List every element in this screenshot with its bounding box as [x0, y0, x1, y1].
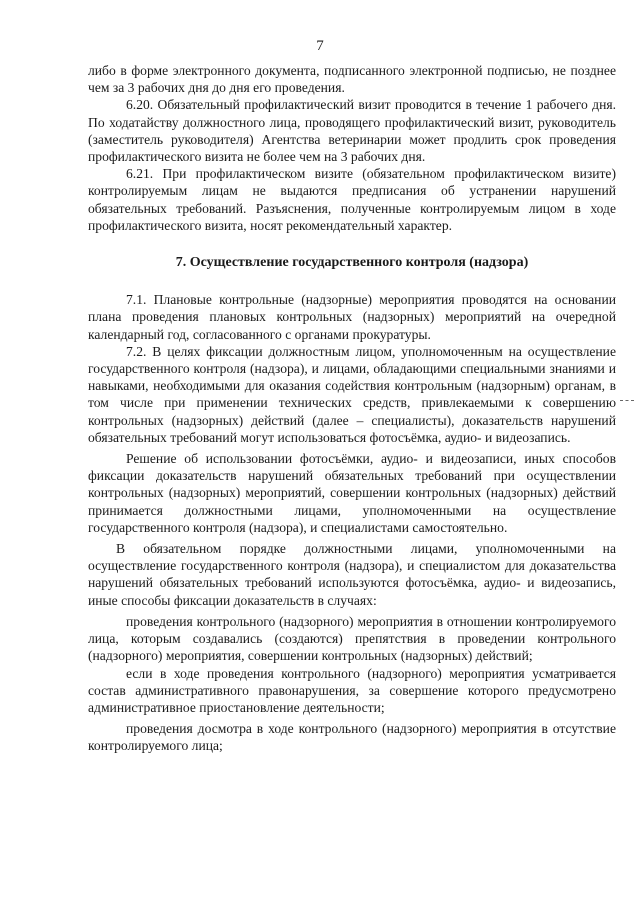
paragraph-6-20: 6.20. Обязательный профилактический визит проводится в течение 1 рабочего дня. По ходатайству должностного лица, проводящего профилактический визит, руководитель (заместитель руководителя) Агентства ветеринарии может продлить срок проведения профилактического визита не более чем на 3 рабочих дня. — [88, 97, 616, 165]
document-body — [88, 62, 616, 755]
paragraph-7-1: 7.1. Плановые контрольные (надзорные) мероприятия проводятся на основании плана проведения плановых контрольных (надзорных) мероприятий на очередной календарный год, согласованного с органами прокуратуры. — [88, 292, 616, 342]
paragraph: В обязательном порядке должностными лицами, уполномоченными на осуществление государственного контроля (надзора), и специалистом для доказательства нарушений обязательных требований используются фотосъёмка, аудио- и видеозапись, иные способы фиксации доказательств в случаях: — [88, 541, 616, 608]
section-heading: 7. Осуществление государственного контроля (надзора) — [175, 255, 529, 271]
list-item: проведения контрольного (надзорного) мероприятия в отношении контролируемого лица, которым создавались (создаются) препятствия в проведении контрольного (надзорного) мероприятия, совершении контрольных (надзорных) действий; — [88, 613, 616, 664]
list-item: если в ходе проведения контрольного (надзорного) мероприятия усматривается состав административного правонарушения, за совершение которого предусмотрено административное приостановление деятельности; — [88, 665, 616, 715]
paragraph: Решение об использовании фотосъёмки, аудио- и видеозаписи, иных способов фиксации доказательств нарушений обязательных требований при осуществлении контрольных (надзорных) мероприятий, совершении контрольных (надзорных) действий принимается должностными лицами, уполномоченными на осуществление государственного контроля (надзора), и специалистами самостоятельно. — [88, 451, 616, 535]
page-number: 7 — [316, 38, 324, 54]
list-item: проведения досмотра в ходе контрольного (надзорного) мероприятия в отсутствие контролируемого лица; — [88, 721, 616, 754]
paragraph-7-2: 7.2. В целях фиксации должностным лицом, уполномоченным на осуществление государственного контроля (надзора), и лицами, обладающими специальными знаниями и навыками, необходимыми для оказания содействия контрольным (надзорным) органам, в том числе при применении технических средств, привлекаемыми к совершению контрольных (надзорных) действий (далее – специалисты), доказательств нарушений обязательных требований могут использоваться фотосъёмка, аудио- и видеозапись. — [88, 343, 616, 445]
paragraph-6-21: 6.21. При профилактическом визите (обязательном профилактическом визите) контролируемым лицам не выдаются предписания об устранении нарушений обязательных требований. Разъяснения, полученные контролируемым лицом в ходе профилактического визита, носят рекомендательный характер. — [88, 166, 616, 233]
margin-mark — [620, 400, 634, 402]
paragraph: либо в форме электронного документа, подписанного электронной подписью, не позднее чем за 3 рабочих дня до дня его проведения. — [88, 63, 616, 96]
